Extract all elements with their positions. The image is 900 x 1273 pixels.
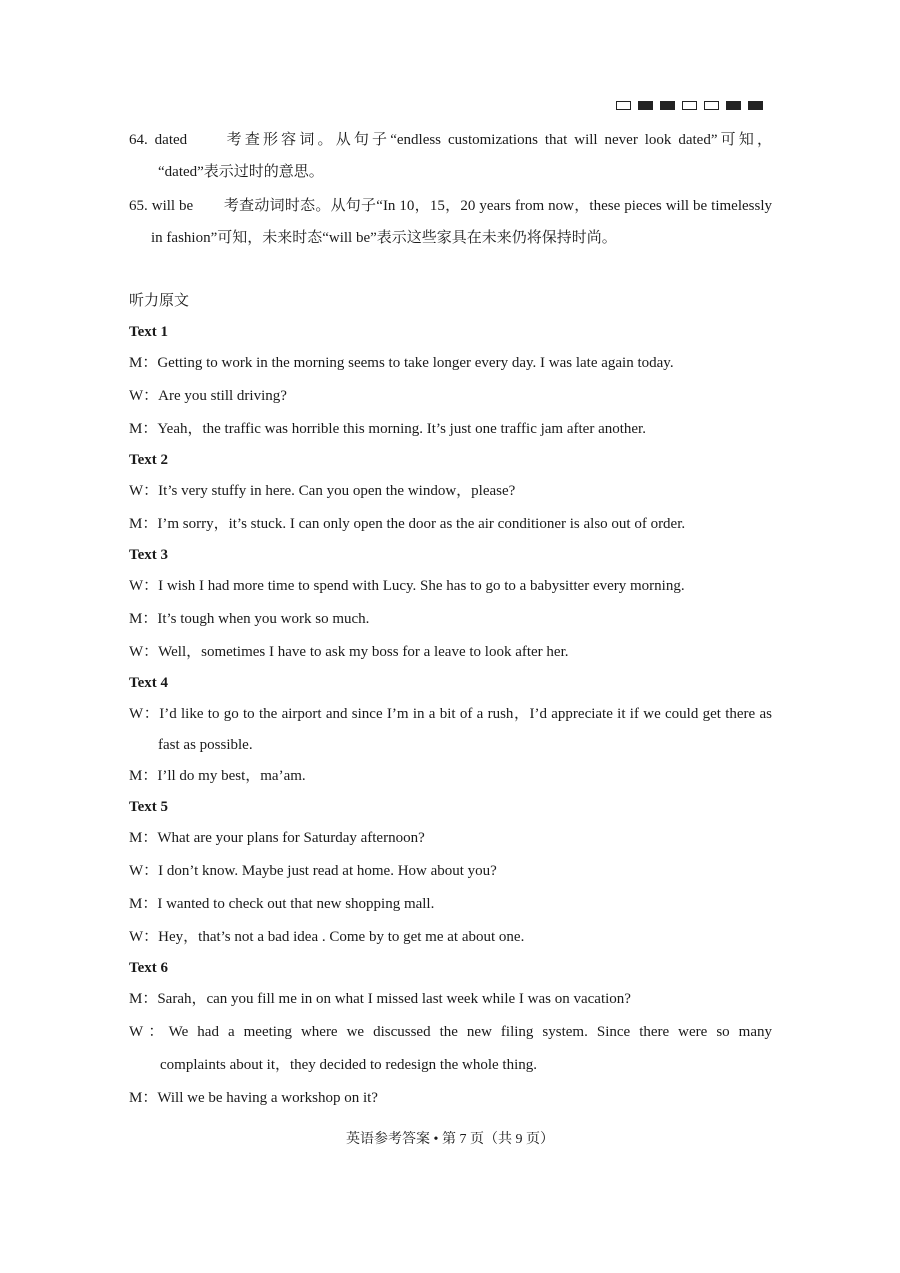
text-2-line-2: M：I’m sorry，it’s stuck. I can only open the door as the air conditioner is also out of order.	[129, 516, 686, 532]
text-1-line-1: M：Getting to work in the morning seems to take longer every day. I was late again today.	[129, 355, 674, 371]
marker-box-2	[638, 101, 653, 110]
text-5-line-4: W：Hey，that’s not a bad idea . Come by to get me at about one.	[129, 929, 525, 945]
marker-box-1	[616, 101, 631, 110]
text-3-heading: Text 3	[129, 547, 169, 563]
answer-64-line-1: 64. dated 考查形容词。从句子“endless customizations that will never look dated”可知，	[129, 132, 772, 148]
text-6-heading: Text 6	[129, 960, 169, 976]
answer-65-line-2: in fashion”可知，未来时态“will be”表示这些家具在未来仍将保持时尚。	[151, 230, 617, 246]
text-6-line-1: M：Sarah，can you fill me in on what I missed last week while I was on vacation?	[129, 991, 631, 1007]
text-4-line-3: M：I’ll do my best，ma’am.	[129, 768, 306, 784]
text-1-line-2: W：Are you still driving?	[129, 388, 287, 404]
text-6-line-4: M：Will we be having a workshop on it?	[129, 1090, 378, 1106]
text-5-line-3: M：I wanted to check out that new shopping mall.	[129, 896, 435, 912]
marker-box-3	[660, 101, 675, 110]
text-3-line-3: W：Well，sometimes I have to ask my boss for a leave to look after her.	[129, 644, 569, 660]
text-2-line-1: W：It’s very stuffy in here. Can you open the window，please?	[129, 483, 516, 499]
marker-box-6	[726, 101, 741, 110]
answer-64-line-2: “dated”表示过时的意思。	[158, 164, 324, 180]
page-marker-boxes	[616, 101, 763, 110]
text-4-heading: Text 4	[129, 675, 169, 691]
text-4-line-2: fast as possible.	[158, 737, 253, 753]
text-5-line-1: M：What are your plans for Saturday afternoon?	[129, 830, 425, 846]
answer-65-line-1: 65. will be 考查动词时态。从句子“In 10，15，20 years from now，these pieces will be timelessly	[129, 198, 772, 214]
page-footer: 英语参考答案 • 第 7 页（共 9 页）	[346, 1132, 554, 1147]
text-3-line-2: M：It’s tough when you work so much.	[129, 611, 370, 627]
text-6-line-2: W：We had a meeting where we discussed the new filing system. Since there were so many	[129, 1024, 772, 1040]
text-5-line-2: W：I don’t know. Maybe just read at home. How about you?	[129, 863, 497, 879]
text-6-line-3: complaints about it，they decided to redesign the whole thing.	[160, 1057, 537, 1073]
marker-box-5	[704, 101, 719, 110]
marker-box-7	[748, 101, 763, 110]
text-1-line-3: M：Yeah，the traffic was horrible this morning. It’s just one traffic jam after another.	[129, 421, 646, 437]
text-4-line-1: W：I’d like to go to the airport and since I’m in a bit of a rush，I’d appreciate it if we could get there as	[129, 706, 772, 722]
text-3-line-1: W：I wish I had more time to spend with Lucy. She has to go to a babysitter every morning.	[129, 578, 685, 594]
section-title: 听力原文	[129, 291, 190, 309]
text-2-heading: Text 2	[129, 452, 169, 468]
text-5-heading: Text 5	[129, 799, 169, 815]
marker-box-4	[682, 101, 697, 110]
text-1-heading: Text 1	[129, 324, 169, 340]
